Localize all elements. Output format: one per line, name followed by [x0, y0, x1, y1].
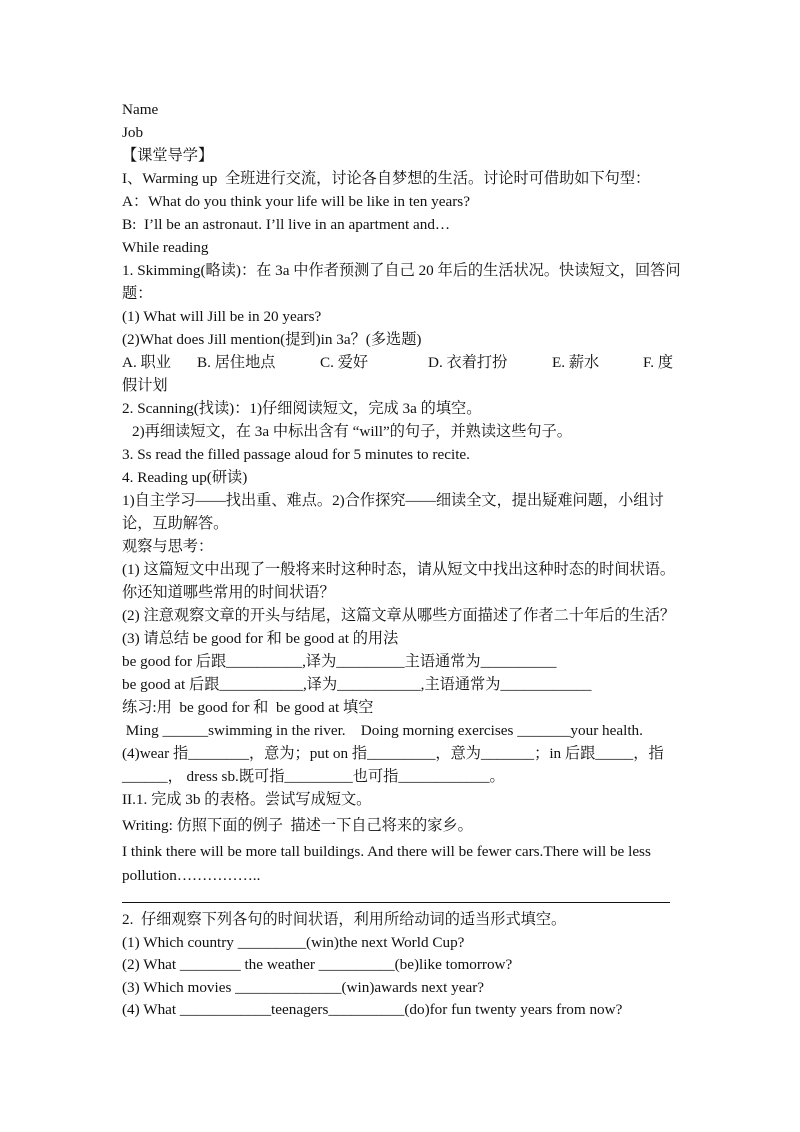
option-f-continuation: 假计划	[122, 377, 168, 394]
name-label: Name	[122, 101, 159, 118]
dialog-line-b: B: I’ll be an astronaut. I’ll live in an apartment and…	[122, 216, 451, 233]
observe-heading: 观察与思考：	[122, 538, 214, 555]
step-3: 3. Ss read the filled passage aloud for 5 minutes to recite.	[122, 446, 470, 463]
option-f: F. 度	[643, 354, 674, 371]
exercise-item: (4) What ____________teenagers__________(do)for fun twenty years from now?	[122, 1001, 623, 1018]
skimming-instruction: 1. Skimming(略读)：在 3a 中作者预测了自己 20 年后的生活状况。快读短文，回答问题：	[122, 262, 681, 302]
scanning-instruction: 2. Scanning(找读)：1)仔细阅读短文，完成 3a 的填空。	[122, 400, 482, 417]
writing-instruction: Writing: 仿照下面的例子 描述一下自己将来的家乡。	[122, 817, 473, 834]
step-4-detail: 1)自主学习——找出重、难点。2)合作探究——细读全文，提出疑难问题，小组讨论，互助解答。	[122, 492, 664, 532]
writing-example: I think there will be more tall buildings. And there will be fewer cars.There will be less pollution……………..	[122, 843, 651, 884]
option-b: B. 居住地点	[197, 354, 276, 371]
dialog-line-a: A：What do you think your life will be like in ten years?	[122, 193, 470, 210]
option-c: C. 爱好	[320, 354, 369, 371]
exercise-2	[122, 909, 682, 1022]
option-a: A. 职业	[122, 354, 171, 371]
exercise-item: (1) Which country _________(win)the next World Cup?	[122, 933, 465, 951]
observe-question-3: (3) 请总结 be good for 和 be good at 的用法	[122, 630, 399, 647]
worksheet-body	[122, 98, 682, 888]
question-1: (1) What will Jill be in 20 years?	[122, 308, 322, 325]
divider-rule	[122, 902, 670, 903]
scanning-instruction-2: 2)再细读短文，在 3a 中标出含有 “will”的句子，并熟读这些句子。	[132, 423, 572, 440]
option-e: E. 薪水	[552, 354, 600, 371]
exercise-item: (3) Which movies ______________(win)awards next year?	[122, 978, 485, 996]
good-for-usage: be good for 后跟__________,译为_________主语通常为__________	[122, 653, 557, 670]
question-2: (2)What does Jill mention(提到)in 3a？(多选题)	[122, 331, 422, 348]
choice-options	[122, 351, 682, 374]
exercise-2-title: 2. 仔细观察下列各句的时间状语，利用所给动词的适当形式填空。	[122, 911, 567, 928]
while-reading-heading: While reading	[122, 239, 209, 256]
part-2-heading: II.1. 完成 3b 的表格。尝试写成短文。	[122, 791, 372, 808]
observe-question-1: (1) 这篇短文中出现了一般将来时这种时态，请从短文中找出这种时态的时间状语。你还知道哪些常用的时间状语？	[122, 561, 676, 601]
step-4: 4. Reading up(研读)	[122, 469, 248, 486]
option-d: D. 衣着打扮	[428, 354, 508, 371]
warmup-instruction: I、Warming up 全班进行交流，讨论各自梦想的生活。讨论时可借助如下句型：	[122, 170, 651, 187]
practice-sentence: Ming ______swimming in the river. Doing morning exercises _______your health.	[122, 722, 643, 739]
wear-question: (4)wear 指________，意为；put on 指_________，意为_______；in 后跟_____，指______， dress sb.既可指_________也可指____________。	[122, 745, 664, 785]
section-title: 【课堂导学】	[122, 147, 214, 164]
good-at-usage: be good at 后跟___________,译为___________,主语通常为____________	[122, 676, 592, 693]
job-label: Job	[122, 124, 144, 141]
practice-instruction: 练习:用 be good for 和 be good at 填空	[122, 699, 374, 716]
exercise-item: (2) What ________ the weather __________(be)like tomorrow?	[122, 956, 513, 973]
observe-question-2: (2) 注意观察文章的开头与结尾，这篇文章从哪些方面描述了作者二十年后的生活？	[122, 607, 676, 624]
